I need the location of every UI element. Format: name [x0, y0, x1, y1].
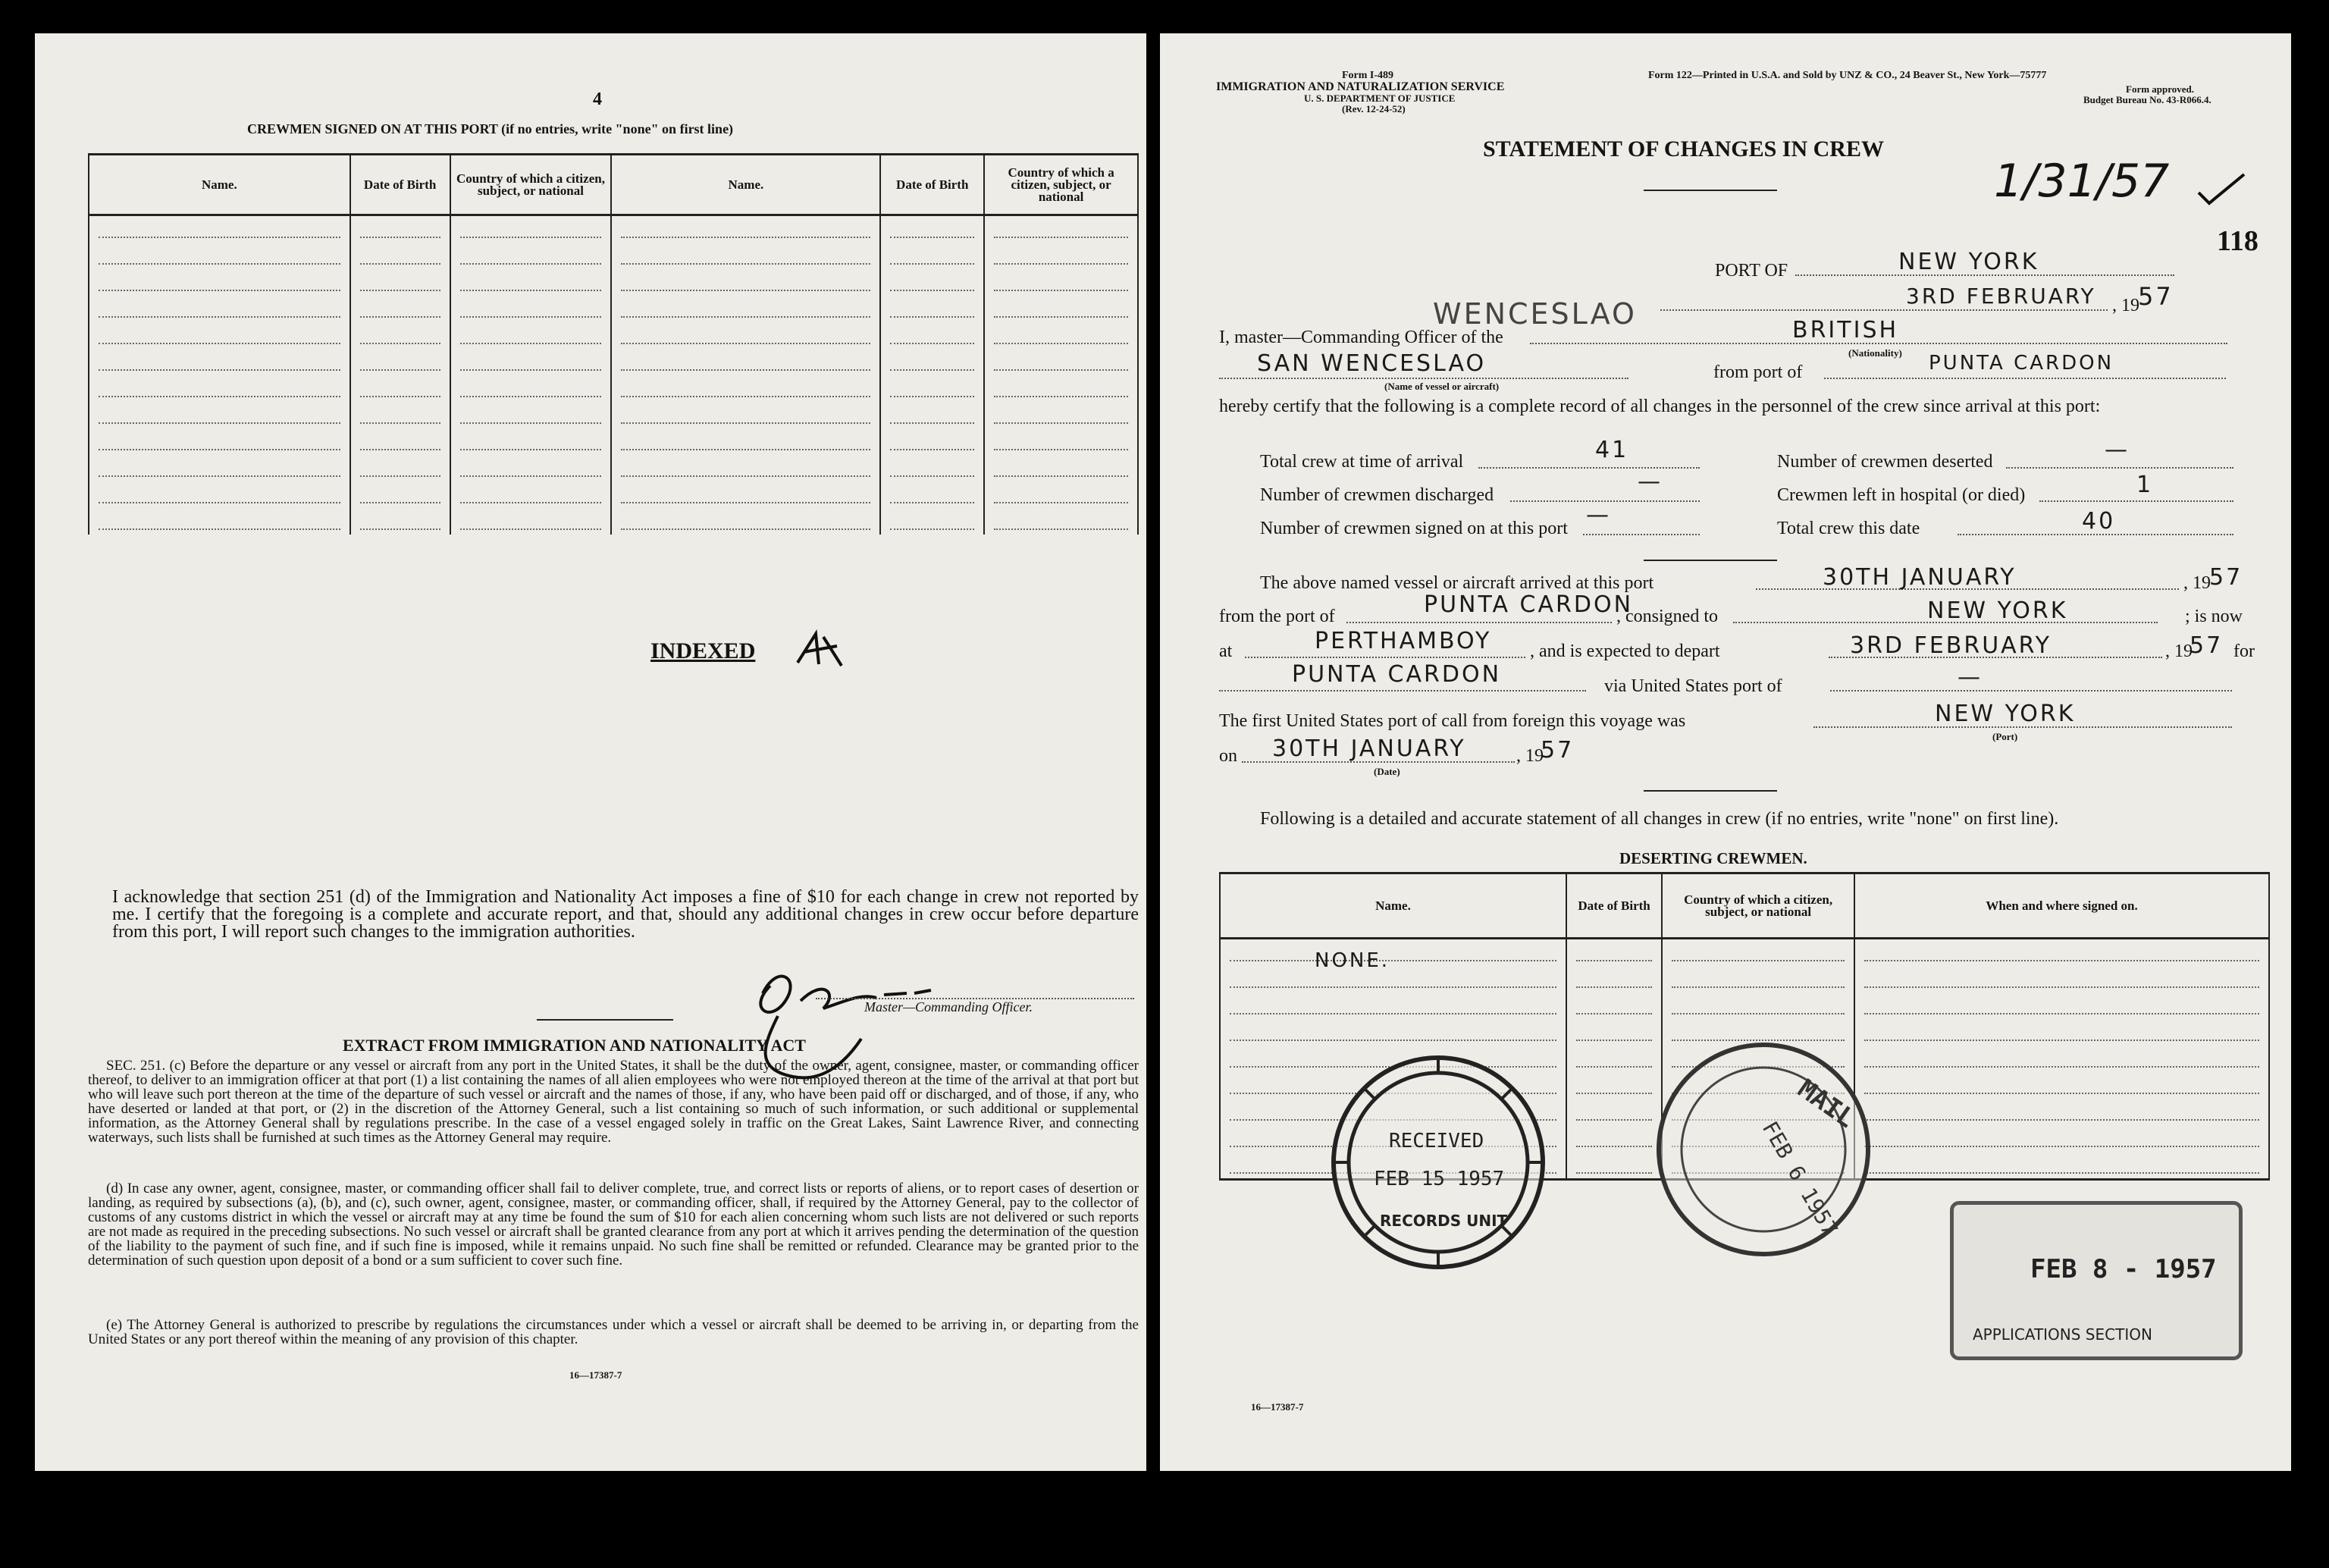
table-cell [1566, 939, 1662, 967]
port-caption: (Port) [1992, 731, 2018, 742]
table-cell [880, 296, 984, 322]
table-cell [89, 349, 350, 375]
first-port-value: NEW YORK [1935, 701, 2076, 727]
department-name: U. S. DEPARTMENT OF JUSTICE [1304, 93, 1456, 104]
at-value: PERTHAMBOY [1315, 628, 1492, 654]
table-cell [880, 508, 984, 535]
table-cell [450, 243, 612, 269]
table-cell [1854, 1072, 2269, 1099]
checkmark-icon [2196, 170, 2249, 208]
table-cell [450, 508, 612, 535]
table-row [89, 428, 1138, 455]
following-text: Following is a detailed and accurate statement of all changes in crew (if no entries, write "none" on first line). [1260, 809, 2059, 829]
table-cell [1854, 1046, 2269, 1072]
year-hand: 57 [2138, 282, 2174, 311]
table-cell [1854, 966, 2269, 993]
deserted-value: — [2105, 437, 2130, 463]
table-cell [880, 269, 984, 296]
col-signed-on: When and where signed on. [1854, 873, 2269, 939]
table-cell [611, 455, 880, 481]
nationality-caption: (Nationality) [1848, 347, 1902, 359]
table-cell [89, 428, 350, 455]
stamp-apps-date: FEB 8 - 1957 [2030, 1254, 2217, 1284]
table-cell [350, 243, 450, 269]
master-label: I, master—Commanding Officer of the [1219, 328, 1503, 347]
section-251e-text: (e) The Attorney General is authorized to prescribe by regulations the circumstances under which a vessel or aircraft shall be deemed to be arriving in, or departing from the United States or any port thereof within the meaning of any provision of this chapter. [88, 1317, 1139, 1347]
table-cell [984, 269, 1138, 296]
table-cell [1662, 939, 1854, 967]
table-cell [350, 508, 450, 535]
table-row [89, 375, 1138, 402]
arrived-label: The above named vessel or aircraft arrived at this port [1260, 573, 1654, 593]
stamp-received-date: FEB 15 1957 [1374, 1168, 1505, 1190]
table-cell [450, 481, 612, 508]
table-cell [350, 322, 450, 349]
table-cell [880, 428, 984, 455]
table-cell [1854, 993, 2269, 1019]
table-cell [1854, 939, 2269, 967]
col-name: Name. [1220, 873, 1566, 939]
table-cell [1566, 993, 1662, 1019]
table-cell [89, 508, 350, 535]
table-cell [984, 428, 1138, 455]
table-cell [1854, 1125, 2269, 1152]
initials-mark [793, 629, 846, 670]
table-cell [1854, 1152, 2269, 1180]
table-cell [880, 243, 984, 269]
table-cell [611, 296, 880, 322]
hospital-label: Crewmen left in hospital (or died) [1777, 485, 2026, 505]
table-cell [89, 322, 350, 349]
table-cell [880, 402, 984, 428]
col-name-1: Name. [89, 155, 350, 215]
stamp-received-top: RECEIVED [1389, 1130, 1484, 1152]
table-cell [89, 375, 350, 402]
table-cell [1566, 1046, 1662, 1072]
on-label: on [1219, 746, 1237, 766]
extract-title: EXTRACT FROM IMMIGRATION AND NATIONALITY ACT [343, 1036, 806, 1055]
first-row-name: NONE. [1315, 949, 1390, 972]
table-cell [1566, 966, 1662, 993]
col-country: Country of which a citizen, subject, or national [1662, 873, 1854, 939]
certify-text: hereby certify that the following is a complete record of all changes in the personnel of the crew since arrival at this port: [1219, 397, 2101, 416]
footer-code-right: 16—17387-7 [1251, 1401, 1304, 1413]
consigned-value: NEW YORK [1927, 597, 2068, 624]
divider [537, 1019, 673, 1021]
on-year: 57 [1541, 737, 1575, 764]
table-cell [89, 243, 350, 269]
table-cell [984, 322, 1138, 349]
nationality-value: BRITISH [1792, 317, 1899, 343]
stamp-mail: MAIL [1791, 1074, 1860, 1134]
signed-on-value: — [1586, 502, 1611, 528]
expected-year-prefix: , 19 [2165, 641, 2193, 661]
port-value: NEW YORK [1898, 249, 2039, 275]
table-cell [611, 269, 880, 296]
title-rule [1644, 190, 1777, 191]
table-cell [984, 508, 1138, 535]
signed-on-rows [89, 215, 1138, 535]
table-cell [984, 402, 1138, 428]
table-cell [984, 296, 1138, 322]
table-cell [350, 481, 450, 508]
table-cell [611, 215, 880, 243]
table-cell [450, 296, 612, 322]
indexed-stamp: INDEXED [650, 638, 756, 663]
table-cell [611, 402, 880, 428]
destination-value: PUNTA CARDON [1292, 661, 1502, 688]
date-caption: (Date) [1374, 766, 1400, 777]
table-cell [984, 455, 1138, 481]
table-cell [89, 481, 350, 508]
discharged-label: Number of crewmen discharged [1260, 485, 1494, 505]
discharged-value: — [1638, 469, 1663, 495]
table-cell [611, 508, 880, 535]
at-label: at [1219, 641, 1233, 661]
handwritten-date: 1/31/57 [1994, 155, 2170, 208]
form-revision: (Rev. 12-24-52) [1342, 103, 1406, 114]
table-cell [350, 296, 450, 322]
for-label: for [2233, 641, 2255, 661]
table-cell [450, 402, 612, 428]
table-cell [880, 349, 984, 375]
table-cell [611, 349, 880, 375]
table-row [89, 349, 1138, 375]
table-cell [611, 375, 880, 402]
col-dob-2: Date of Birth [880, 155, 984, 215]
table-cell [350, 455, 450, 481]
section-251d-text: (d) In case any owner, agent, consignee, master, or commanding officer shall fail to deliver complete, true, and correct lists or reports of aliens, or to report cases of desertion or landing, as required by subsections (a), (b), and (c), such owner, agent, consignee, master, or commanding officer, shall, if required by the Attorney General, pay to the collector of customs of any customs district in which the vessel or aircraft may at any time be found the sum of $10 for each alien concerning whom such lists are not delivered or such reports are not made as required in the preceding subsections. No such vessel or aircraft shall be granted clearance from any port at which it arrives pending the determination of the question of the liability to the payment of such fine, and if such fine is imposed, while it remains unpaid. No such fine shall be remitted or refunded. Clearance may be granted prior to the determination of such question upon deposit of a bond or a sum sufficient to cover such fine. [88, 1181, 1139, 1269]
table-row [89, 455, 1138, 481]
col-country-1: Country of which a citizen, subject, or national [450, 155, 612, 215]
table-cell [1566, 1152, 1662, 1180]
table-cell [880, 215, 984, 243]
stamp-apps-section: APPLICATIONS SECTION [1973, 1325, 2152, 1344]
table-cell [350, 215, 450, 243]
table-row [89, 481, 1138, 508]
col-country-2: Country of which a citizen, subject, or national [984, 155, 1138, 215]
acknowledgment-text: I acknowledge that section 251 (d) of the Immigration and Nationality Act imposes a fine of $10 for each change in crew not reported by me. I certify that the foregoing is a complete and accurate report, and that, should any additional changes in crew occur before departure from this port, I will report such changes to the immigration authorities. [112, 887, 1139, 942]
table-cell [350, 269, 450, 296]
table-cell [880, 481, 984, 508]
table-cell [450, 349, 612, 375]
signed-on-label: Number of crewmen signed on at this port [1260, 519, 1568, 538]
from-port-of-value: PUNTA CARDON [1424, 591, 1634, 618]
table-cell [611, 322, 880, 349]
table-cell [1566, 1019, 1662, 1046]
table-cell [450, 322, 612, 349]
first-port-label: The first United States port of call from foreign this voyage was [1219, 711, 1686, 731]
table-row [89, 322, 1138, 349]
table-cell [350, 375, 450, 402]
port-label: PORT OF [1715, 261, 1788, 281]
date-value: 3RD FEBRUARY [1906, 284, 2096, 309]
table-cell [89, 215, 350, 243]
from-port-value: PUNTA CARDON [1929, 352, 2114, 375]
table-cell [984, 375, 1138, 402]
table-cell [350, 349, 450, 375]
total-crew-date-value: 40 [2082, 508, 2116, 535]
table-cell [1220, 939, 1566, 967]
table-cell [880, 322, 984, 349]
total-crew-arrival-label: Total crew at time of arrival [1260, 452, 1464, 472]
on-year-prefix: , 19 [1516, 746, 1544, 766]
table-row [89, 296, 1138, 322]
table-row [89, 215, 1138, 243]
table-cell [611, 243, 880, 269]
hospital-value: 1 [2136, 472, 2154, 498]
table-cell [450, 269, 612, 296]
table-cell [880, 455, 984, 481]
on-value: 30TH JANUARY [1272, 735, 1466, 762]
col-dob: Date of Birth [1566, 873, 1662, 939]
table-cell [89, 296, 350, 322]
arrived-year: 57 [2209, 564, 2243, 591]
arrived-value: 30TH JANUARY [1823, 564, 2017, 591]
right-page [1160, 33, 2291, 1471]
table-cell [611, 481, 880, 508]
signature-caption: Master—Commanding Officer. [864, 999, 1033, 1014]
table-row [89, 508, 1138, 535]
table-cell [1220, 1019, 1566, 1046]
signed-on-table [88, 153, 1139, 535]
page-mark: 118 [2217, 225, 2258, 257]
table-cell [450, 375, 612, 402]
arrived-year-prefix: , 19 [2183, 573, 2211, 593]
expected-year: 57 [2190, 632, 2224, 659]
received-stamp-ring [1331, 1055, 1545, 1269]
printer-note: Form 122—Printed in U.S.A. and Sold by UNZ & CO., 24 Beaver St., New York—75777 [1648, 70, 2047, 81]
table-row [89, 269, 1138, 296]
section-251c-text: SEC. 251. (c) Before the departure or any vessel or aircraft from any port in the United States, it shall be the duty of the owner, agent, consignee, master, or commanding officer thereof, to deliver to an immigration officer at that port (1) a list containing the names of all alien employees who were not employed thereon at the time of the arrival at that port but who will leave such port thereon at the time of the departure of such vessel or aircraft and the names of those, if any, who have been paid off or discharged, and of those, if any, who have deserted or landed at that port, or (2) in the discretion of the Attorney General, such a list containing so much of such information, or such additional or supplemental information, as the Attorney General shall by regulations prescribe. In the case of a vessel engaged solely in traffic on the Great Lakes, Saint Lawrence River, and connecting waterways, such lists shall be furnished at such times as the Attorney General may require. [88, 1058, 1139, 1146]
vessel-value: SAN WENCESLAO [1257, 350, 1487, 377]
page-number: 4 [593, 89, 602, 109]
table-cell [1662, 966, 1854, 993]
footer-code-left: 16—17387-7 [569, 1369, 622, 1381]
table-cell [1854, 1019, 2269, 1046]
table-row [1220, 993, 2269, 1019]
table-cell [984, 349, 1138, 375]
table-cell [89, 269, 350, 296]
table-cell [984, 481, 1138, 508]
wenceslao-note: WENCESLAO [1433, 297, 1637, 331]
col-dob-1: Date of Birth [350, 155, 450, 215]
expected-label: , and is expected to depart [1530, 641, 1720, 661]
consigned-label: , consigned to [1616, 607, 1718, 626]
stamp-records: RECORDS UNIT [1380, 1212, 1508, 1230]
table-cell [89, 402, 350, 428]
table-cell [611, 428, 880, 455]
mail-stamp [1650, 1036, 1877, 1263]
table-cell [880, 375, 984, 402]
vessel-caption: (Name of vessel or aircraft) [1384, 381, 1500, 392]
deserted-label: Number of crewmen deserted [1777, 452, 1993, 472]
year-prefix: , 19 [2112, 296, 2139, 315]
table-cell [1566, 1125, 1662, 1152]
table-cell [1220, 966, 1566, 993]
section-title: CREWMEN SIGNED ON AT THIS PORT (if no entries, write "none" on first line) [247, 121, 734, 136]
is-now-label: ; is now [2185, 607, 2243, 626]
table-cell [350, 428, 450, 455]
stamp-mail-date: FEB 6 1957 [1757, 1117, 1843, 1240]
table-cell [1662, 993, 1854, 1019]
table-cell [450, 455, 612, 481]
form-approved: Form approved. [2126, 83, 2195, 95]
total-crew-date-label: Total crew this date [1777, 519, 1920, 538]
left-page [35, 33, 1146, 1471]
table-cell [450, 215, 612, 243]
table-cell [1220, 993, 1566, 1019]
via-label: via United States port of [1604, 676, 1782, 696]
table-cell [1854, 1099, 2269, 1125]
table-cell [89, 455, 350, 481]
form-number: Form I-489 [1342, 70, 1394, 81]
table-cell [984, 215, 1138, 243]
deserting-title: DESERTING CREWMEN. [1619, 849, 1807, 867]
col-name-2: Name. [611, 155, 880, 215]
from-port-of-label: from the port of [1219, 607, 1335, 626]
form-title: STATEMENT OF CHANGES IN CREW [1483, 136, 1884, 162]
expected-value: 3RD FEBRUARY [1850, 632, 2052, 659]
budget-number: Budget Bureau No. 43-R066.4. [2083, 94, 2211, 105]
table-row [89, 243, 1138, 269]
table-cell [350, 402, 450, 428]
agency-name: IMMIGRATION AND NATURALIZATION SERVICE [1216, 80, 1505, 93]
from-port-label: from port of [1713, 362, 1803, 382]
via-value: — [1958, 664, 1983, 691]
table-cell [1566, 1099, 1662, 1125]
table-row [89, 402, 1138, 428]
total-crew-arrival-value: 41 [1595, 437, 1629, 463]
table-cell [984, 243, 1138, 269]
table-cell [450, 428, 612, 455]
table-cell [1566, 1072, 1662, 1099]
